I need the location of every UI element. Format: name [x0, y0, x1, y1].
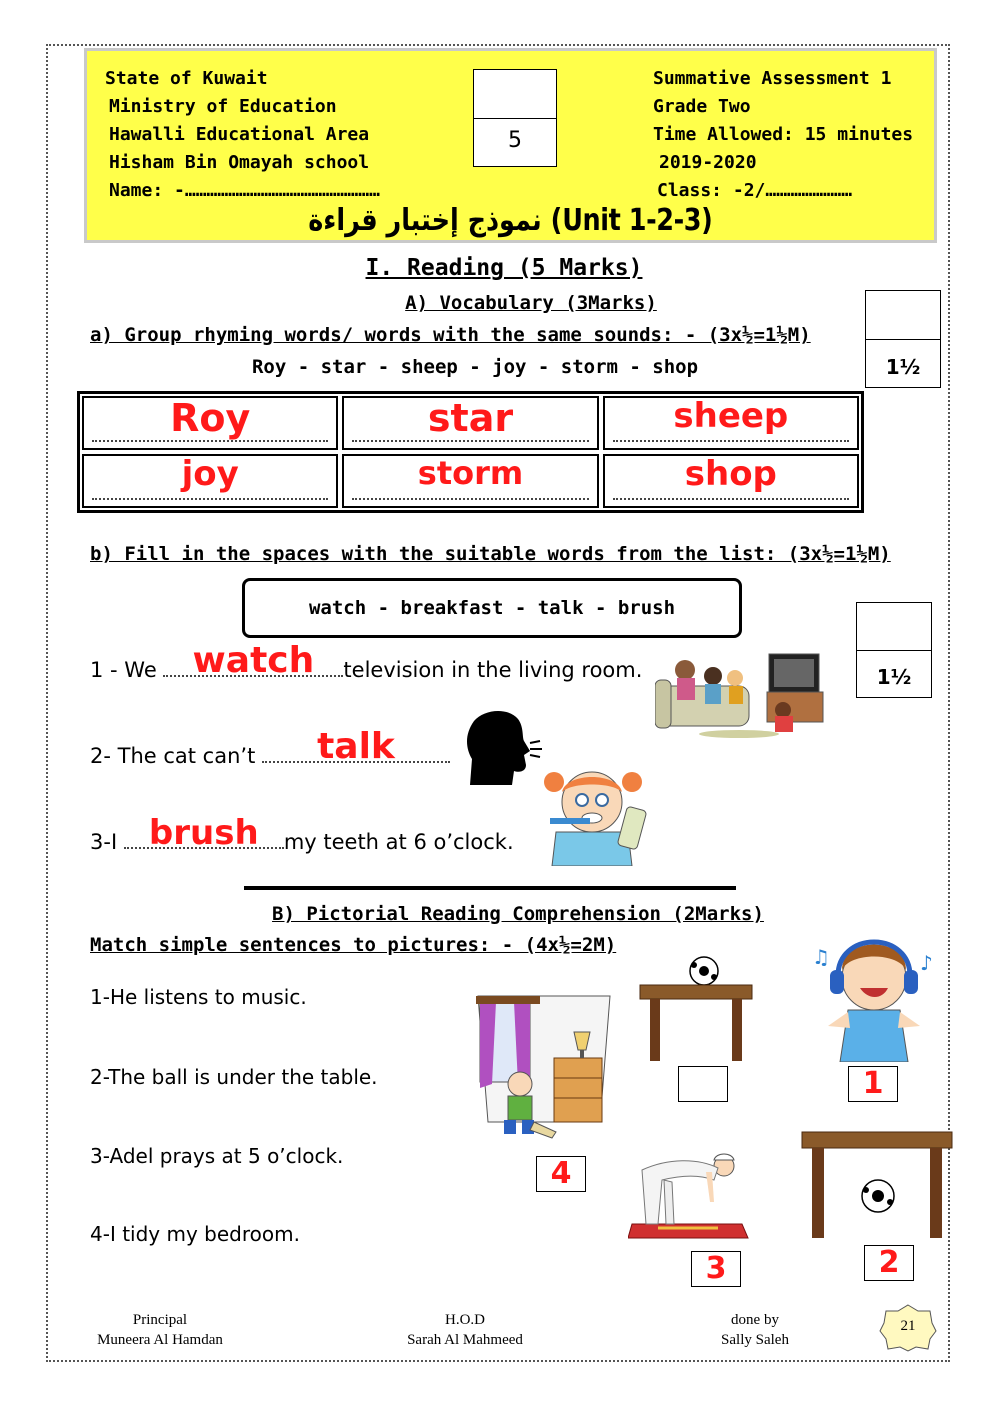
answer-cell[interactable]: [342, 396, 598, 450]
footer-hod: [390, 1310, 540, 1350]
header-school-info: [105, 65, 465, 205]
answer-text: star: [427, 396, 514, 440]
author-name: Sally Saleh: [721, 1332, 789, 1348]
part-a-word-list: Roy - star - sheep - joy - storm - shop: [251, 356, 699, 378]
rhyming-answer-grid: [77, 391, 864, 513]
sentence-end: television in the living room.: [343, 658, 643, 682]
blank-field[interactable]: [124, 813, 284, 853]
answer-text: sheep: [673, 396, 789, 436]
school-year: 2019-2020: [659, 152, 757, 173]
man-praying-image: [628, 1140, 752, 1240]
match-sentence-2: 2-The ball is under the table.: [90, 1065, 378, 1089]
fill-sentence-2: [90, 726, 450, 768]
hod-name: Sarah Al Mahmeed: [407, 1332, 523, 1348]
answer-cell[interactable]: [603, 454, 859, 508]
answer-box-ball-under-table[interactable]: 2: [864, 1245, 914, 1281]
answer-cell[interactable]: [82, 454, 338, 508]
part-a-instruction: a) Group rhyming words/ words with the same sounds: - (3x½=1½M): [90, 324, 811, 346]
answer-box-music[interactable]: 1: [848, 1066, 898, 1102]
total-score: 5: [508, 128, 522, 153]
author-title: done by: [731, 1312, 779, 1328]
answer-text: joy: [181, 454, 239, 494]
sentence-start: 3-I: [90, 830, 124, 854]
part-a-mark: 1½: [885, 355, 921, 379]
answer-text: talk: [317, 726, 395, 767]
speaking-head-icon: [464, 707, 542, 789]
match-sentence-1: 1-He listens to music.: [90, 985, 307, 1009]
name-field[interactable]: Name: -………………………………………………: [109, 180, 380, 201]
header-assessment-info: [653, 65, 933, 205]
answer-text: shop: [684, 454, 777, 494]
principal-title: Principal: [132, 1312, 188, 1328]
exam-title: نموذج إختبار قراءة (Unit 1-2-3): [308, 203, 713, 238]
vocabulary-title: A) Vocabulary (3Marks): [405, 292, 657, 314]
girl-brushing-teeth-image: [536, 768, 660, 866]
grade-label: Grade Two: [653, 96, 751, 117]
svg-text:♪: ♪: [920, 951, 933, 975]
answer-text: brush: [148, 813, 259, 853]
answer-text: storm: [417, 454, 524, 492]
page-number-badge: [878, 1303, 938, 1353]
answer-text: Roy: [170, 396, 251, 440]
time-allowed: Time Allowed: 15 minutes: [653, 124, 914, 145]
part-a-mark-box: [865, 290, 941, 388]
answer-cell[interactable]: [603, 396, 859, 450]
sentence-start: 1 - We: [90, 658, 164, 682]
hod-title: H.O.D: [445, 1312, 485, 1328]
class-field[interactable]: Class: -2/……………………: [657, 180, 853, 201]
total-score-box: [473, 69, 557, 167]
answer-box-ball-on-table[interactable]: [678, 1066, 728, 1102]
assessment-title: Summative Assessment 1: [653, 68, 892, 89]
match-sentence-3: 3-Adel prays at 5 o’clock.: [90, 1144, 344, 1168]
header-banner: [84, 48, 937, 243]
answer-cell[interactable]: [82, 396, 338, 450]
header-school: Hisham Bin Omayah school: [109, 152, 370, 173]
part-b-instruction: b) Fill in the spaces with the suitable words from the list: (3x½=1½M): [90, 543, 891, 565]
principal-name: Muneera Al Hamdan: [97, 1332, 223, 1348]
match-sentence-4: 4-I tidy my bedroom.: [90, 1222, 300, 1246]
blank-field[interactable]: [262, 726, 450, 767]
sentence-end: my teeth at 6 o’clock.: [283, 830, 514, 854]
section-title: I. Reading (5 Marks): [365, 255, 643, 281]
answer-box-praying[interactable]: 3: [691, 1251, 741, 1287]
header-state: State of Kuwait: [105, 68, 268, 89]
section-divider: [244, 886, 736, 890]
boy-tidying-bedroom-image: [474, 992, 614, 1142]
word-bank: watch - breakfast - talk - brush: [242, 578, 742, 638]
fill-sentence-1: [90, 640, 643, 682]
footer-author: [690, 1310, 820, 1350]
ball-on-table-image: [636, 955, 756, 1063]
answer-box-bedroom[interactable]: 4: [536, 1156, 586, 1192]
boy-listening-music-image: [808, 930, 942, 1062]
svg-text:♫: ♫: [812, 945, 830, 969]
header-area: Hawalli Educational Area: [109, 124, 370, 145]
header-ministry: Ministry of Education: [109, 96, 337, 117]
part-c-title: B) Pictorial Reading Comprehension (2Marks): [272, 903, 764, 925]
sentence-start: 2- The cat can’t: [90, 744, 262, 768]
part-c-instruction: Match simple sentences to pictures: - (4x½=2M): [90, 934, 617, 956]
part-b-mark-box: [856, 602, 932, 698]
answer-cell[interactable]: [342, 454, 598, 508]
answer-text: watch: [192, 640, 315, 681]
page-number: 21: [900, 1318, 916, 1334]
family-watching-tv-image: [655, 648, 827, 740]
footer-principal: [80, 1310, 240, 1350]
ball-under-table-image: [800, 1128, 956, 1240]
blank-field[interactable]: [163, 640, 343, 681]
fill-sentence-3: [90, 813, 514, 854]
part-b-mark: 1½: [876, 665, 912, 689]
